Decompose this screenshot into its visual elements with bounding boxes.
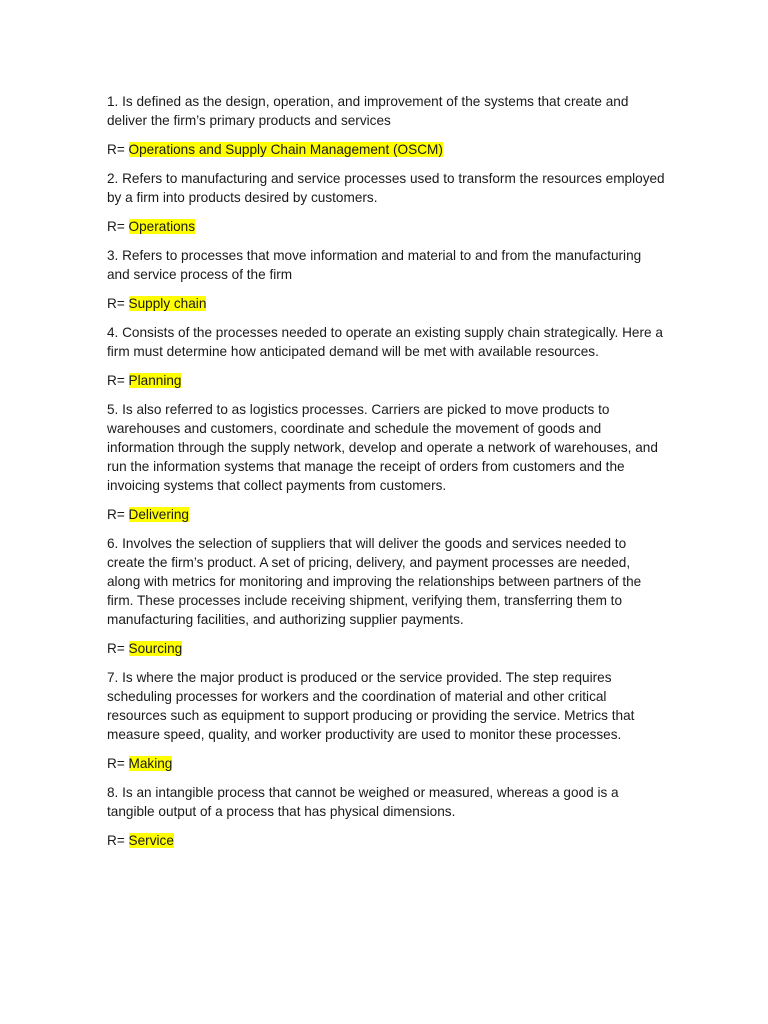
answer-highlight: Operations and Supply Chain Management (OSCM) [128, 142, 443, 157]
answer-line [107, 505, 667, 524]
answer-line [107, 294, 667, 313]
answer-highlight: Making [128, 756, 173, 771]
answer-highlight: Operations [128, 219, 196, 234]
answer-prefix: R= [107, 756, 125, 771]
question-text: 6. Involves the selection of suppliers that will deliver the goods and services needed to create the firm’s product. A set of pricing, delivery, and payment processes are needed, along with metrics for monitoring and improving the relationships between partners of the firm. These processes include receiving shipment, verifying them, transferring them to manufacturing facilities, and authorizing supplier payments. [107, 536, 642, 627]
answer-highlight: Service [128, 833, 174, 848]
question-text: 4. Consists of the processes needed to operate an existing supply chain strategically. Here a firm must determine how anticipated demand will be met with available resources. [107, 325, 663, 359]
qa-item-7 [107, 668, 667, 773]
answer-line [107, 831, 667, 850]
answer-line [107, 639, 667, 658]
answer-line [107, 217, 667, 236]
answer-prefix: R= [107, 507, 125, 522]
question-text: 8. Is an intangible process that cannot be weighed or measured, whereas a good is a tangible output of a process that has physical dimensions. [107, 785, 619, 819]
answer-line [107, 371, 667, 390]
qa-item-2 [107, 169, 667, 236]
question-text: 3. Refers to processes that move information and material to and from the manufacturing and service process of the firm [107, 248, 642, 282]
answer-prefix: R= [107, 219, 125, 234]
qa-item-8 [107, 783, 667, 850]
answer-prefix: R= [107, 641, 125, 656]
answer-highlight: Delivering [128, 507, 189, 522]
answer-line [107, 140, 667, 159]
document-page [107, 92, 667, 860]
question-text: 5. Is also referred to as logistics processes. Carriers are picked to move products to warehouses and customers, coordinate and schedule the movement of goods and information through the supply network, develop and operate a network of warehouses, and run the information systems that manage the receipt of orders from customers and the invoicing systems that collect payments from customers. [107, 402, 658, 493]
question-text: 1. Is defined as the design, operation, and improvement of the systems that create and deliver the firm’s primary products and services [107, 94, 629, 128]
qa-item-1 [107, 92, 667, 159]
qa-item-6 [107, 534, 667, 658]
answer-line [107, 754, 667, 773]
answer-highlight: Planning [128, 373, 182, 388]
qa-item-3 [107, 246, 667, 313]
question-text: 2. Refers to manufacturing and service processes used to transform the resources employed by a firm into products desired by customers. [107, 171, 665, 205]
qa-item-4 [107, 323, 667, 390]
qa-item-5 [107, 400, 667, 524]
question-text: 7. Is where the major product is produced or the service provided. The step requires scheduling processes for workers and the coordination of material and other critical resources such as equipment to support producing or providing the service. Metrics that measure speed, quality, and worker productivity are used to monitor these processes. [107, 670, 635, 742]
answer-prefix: R= [107, 373, 125, 388]
answer-highlight: Supply chain [128, 296, 207, 311]
answer-prefix: R= [107, 296, 125, 311]
answer-prefix: R= [107, 833, 125, 848]
answer-prefix: R= [107, 142, 125, 157]
answer-highlight: Sourcing [128, 641, 183, 656]
